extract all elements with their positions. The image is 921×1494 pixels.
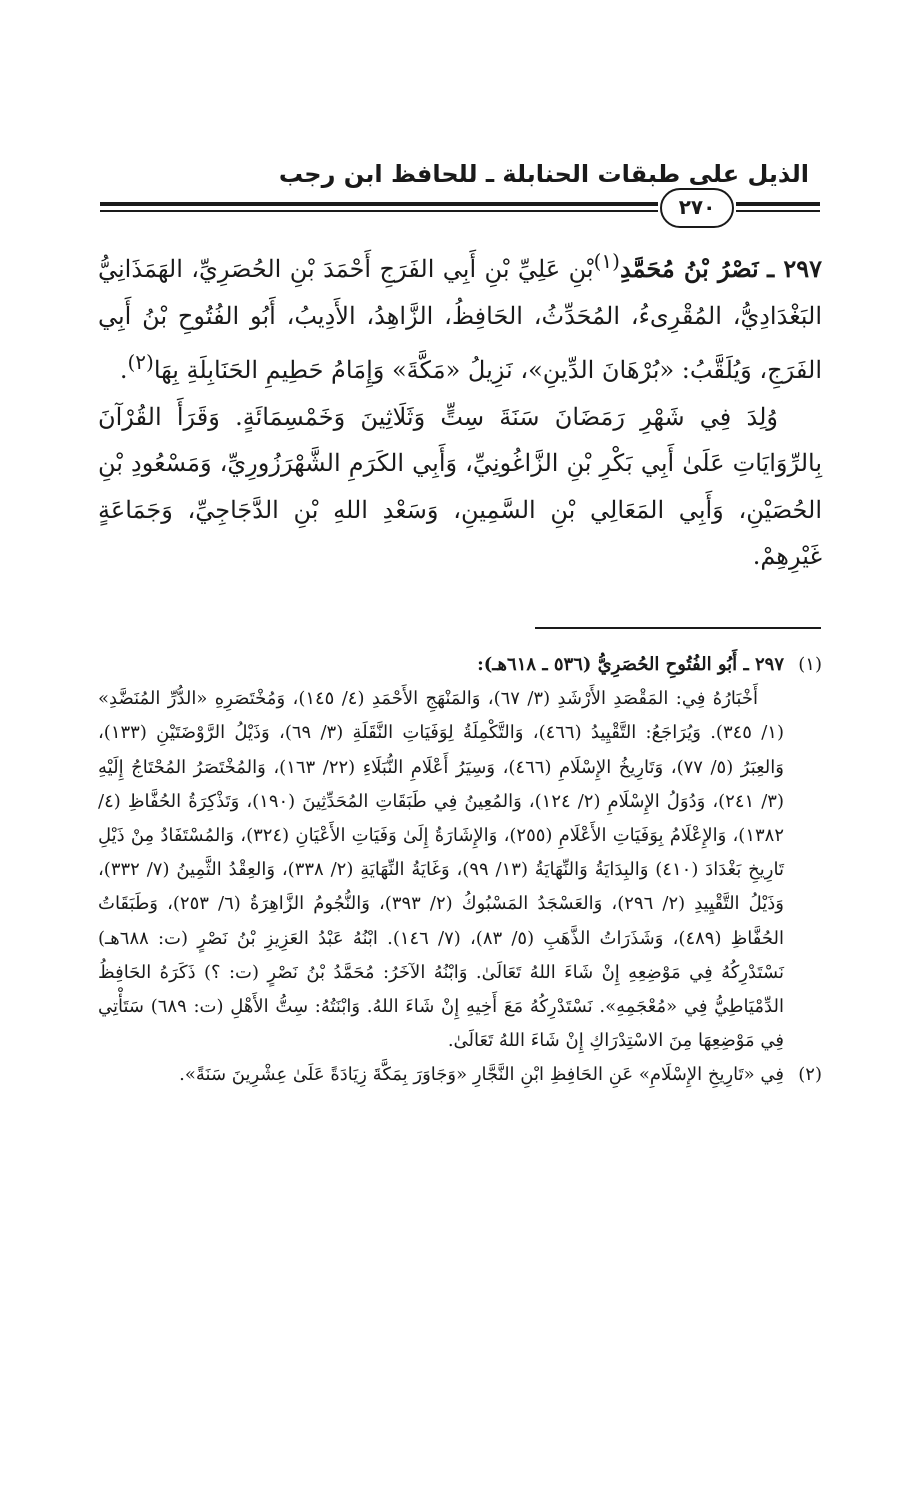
footnote-1-number: (١) [798,654,822,675]
footnotes [98,648,822,1093]
footnote-1-text: أَخْبَارُهُ فِي: المَقْصَدِ الأَرْشَدِ (٣/ ٦٧)، وَالمَنْهَجِ الأَحْمَدِ (٤/ ١٤٥)، وَمُخْتَصَرِهِ «الدُّرِّ المُنَضَّدِ» (١/ ٣٤٥). وَيُرَاجَعُ: التَّقْيِيدُ (٤٦٦)، وَالتَّكْمِلَةُ لِوَفَيَاتِ النَّقَلَةِ (٣/ ٦٩)، وَذَيْلُ الرَّوْضَتَيْنِ (١٣٣)، وَالعِبَرُ (٥/ ٧٧)، وَتَارِيخُ الإِسْلَامِ (٤٦٦)، وَسِيَرُ أَعْلَامِ النُّبَلَاءِ (٢٢/ ١٦٣)، وَالمُخْتَصَرُ المُحْتَاجُ إِلَيْهِ (٣/ ٢٤١)، وَدُوَلُ الإِسْلَامِ (٢/ ١٢٤)، وَالمُعِينُ فِي طَبَقَاتِ المُحَدِّثِينَ (١٩٠)، وَتَذْكِرَةُ الحُفَّاظِ (٤/ ١٣٨٢)، وَالإِعْلَامُ بِوَفَيَاتِ الأَعْلَامِ (٢٥٥)، وَالإِشَارَةُ إِلَىٰ وَفَيَاتِ الأَعْيَانِ (٣٢٤)، وَالمُسْتَفَادُ مِنْ ذَيْلِ تَارِيخِ بَغْدَادَ (٤١٠) وَالبِدَايَةُ وَالنِّهَايَةُ (١٣/ ٩٩)، وَغَايَةُ النِّهَايَةِ (٢/ ٣٣٨)، وَالعِقْدُ الثَّمِينُ (٧/ ٣٣٢)، وَذَيْلُ التَّقْيِيدِ (٢/ ٢٩٦)، وَالعَسْجَدُ المَسْبُوكُ (٢/ ٣٩٣)، وَالنُّجُومُ الزَّاهِرَةُ (٦/ ٢٥٣)، وَطَبَقَاتُ الحُفَّاظِ (٤٨٩)، وَشَذَرَاتُ الذَّهَبِ (٥/ ٨٣)، (٧/ ١٤٦). ابْنُهُ عَبْدُ العَزِيزِ بْنُ نَصْرٍ (ت: ٦٨٨هـ) نَسْتَدْرِكُهُ فِي مَوْضِعِهِ إِنْ شَاءَ اللهُ تَعَالَىٰ. وَابْنُهُ الآخَرُ: مُحَمَّدُ بْنُ نَصْرٍ (ت: ؟) ذَكَرَهُ الحَافِظُ الدِّمْيَاطِيُّ فِي «مُعْجَمِهِ». نَسْتَدْرِكُهُ مَعَ أَخِيهِ إِنْ شَاءَ اللهُ. وَابْنَتُهُ: سِتُّ الأَهْلِ (ت: ٦٨٩) سَتَأْتِي فِي مَوْضِعِهَا مِنَ الاسْتِدْرَاكِ إِنْ شَاءَ اللهُ تَعَالَىٰ. [98,688,784,1052]
entry-paragraph-1 [98,238,822,394]
entry-paragraph-1-text: بْنِ عَلِيِّ بْنِ أَبِي الفَرَجِ أَحْمَدَ بْنِ الحُصَرِيِّ، الهَمَذَانِيُّ البَغْدَادِيُّ، المُقْرِىءُ، المُحَدِّثُ، الحَافِظُ، الزَّاهِدُ، الأَدِيبُ، أَبُو الفُتُوحِ بْنُ أَبِي الفَرَجِ، وَيُلَقَّبُ: «بُرْهَانَ الدِّينِ»، نَزِيلُ «مَكَّةَ» وَإِمَامُ حَطِيمِ الحَنَابِلَةِ بِهَا [98,255,822,384]
footnote-1-body [98,648,784,1058]
footnote-1-heading: ٢٩٧ ـ أَبُو الفُتُوحِ الحُصَرِيُّ (٥٣٦ ـ ٦١٨هـ): [477,654,784,675]
footnote-2 [98,1058,822,1092]
footnote-ref-2[interactable]: (٢) [127,350,154,374]
footnote-2-number: (٢) [798,1064,822,1086]
entry-paragraph-2: وُلِدَ فِي شَهْرِ رَمَضَانَ سَنَةَ سِتٍّ وَثَلَاثِينَ وَخَمْسِمَائَةٍ. وَقَرَأَ القُرْآنَ بِالرِّوَايَاتِ عَلَىٰ أَبِي بَكْرِ بْنِ الزَّاغُونِيِّ، وَأَبِي الكَرَمِ الشَّهْرَزُورِيِّ، وَمَسْعُودِ بْنِ الحُصَيْنِ، وَأَبِي المَعَالِي بْنِ السَّمِينِ، وَسَعْدِ اللهِ بْنِ الدَّجَاجِيِّ، وَجَمَاعَةٍ غَيْرِهِمْ. [98,402,822,570]
running-title: الذيل على طبقات الحنابلة ـ للحافظ ابن رجب [278,160,809,188]
footnote-ref-1[interactable]: (١) [593,249,620,273]
entry-number: ٢٩٧ ـ [767,254,823,283]
page-number: ٢٧٠ [660,188,734,228]
footnote-2-text: فِي «تَارِيخِ الإِسْلَامِ» عَنِ الحَافِظِ ابْنِ النَّجَّارِ «وَجَاوَرَ بِمَكَّةَ زِيَادَةً عَلَىٰ عِشْرِينَ سَنَةً». [179,1064,784,1086]
header-rule-thin-left [100,210,658,212]
main-text [98,238,822,580]
entry-name: نَصْرُ بْنُ مُحَمَّدِ [619,254,759,283]
footnote-separator [535,627,821,629]
header-rule-thick-right [736,202,820,206]
footnote-1 [98,648,822,1058]
header-rule-thin-right [736,210,820,212]
header-rule-thick-left [100,202,658,206]
footnote-2-body [98,1058,784,1092]
entry-paragraph-1-end: . [119,356,128,384]
